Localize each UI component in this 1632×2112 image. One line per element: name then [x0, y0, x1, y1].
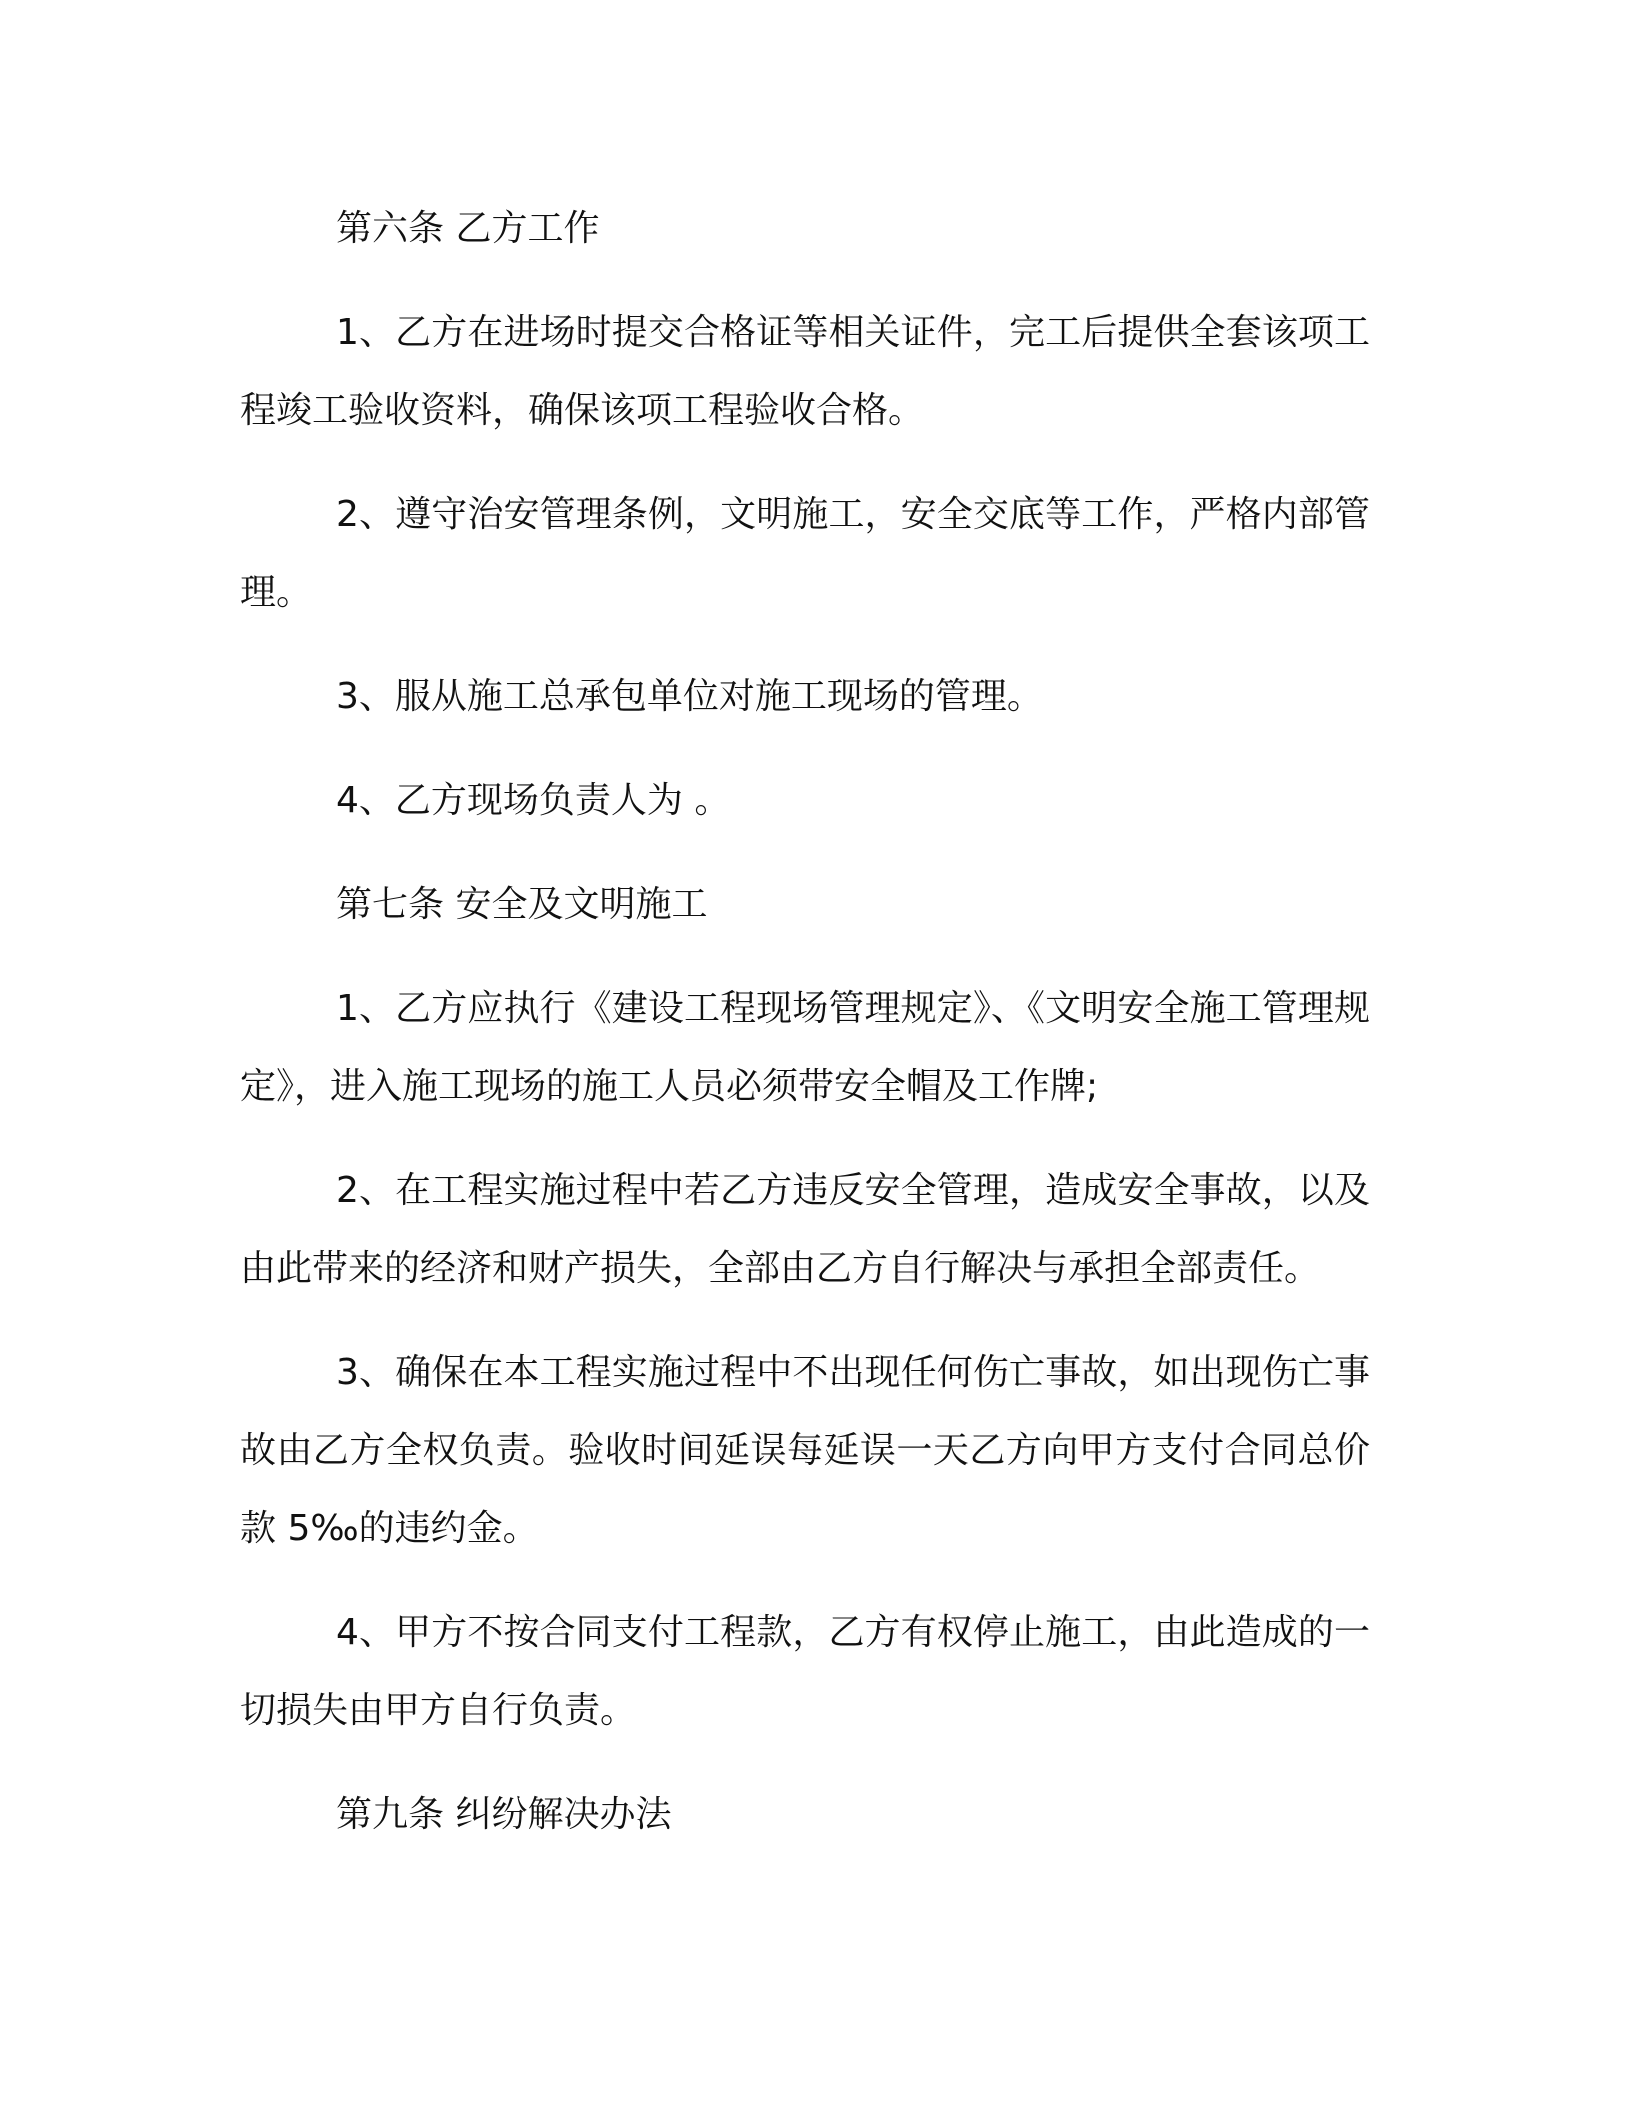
- section-6-item-3: 3、服从施工总承包单位对施工现场的管理。: [336, 676, 1043, 717]
- section-6-item-4: 4、乙方现场负责人为 。: [336, 780, 731, 821]
- section-7-item-4: 4、甲方不按合同支付工程款，乙方有权停止施工，由此造成的一切损失由甲方自行负责。: [240, 1612, 1370, 1731]
- section-7-title: 第七条 安全及文明施工: [336, 884, 708, 925]
- document-body: [240, 190, 1370, 1880]
- section-6-item-2: 2、遵守治安管理条例，文明施工，安全交底等工作，严格内部管理。: [240, 494, 1370, 613]
- section-6-title: 第六条 乙方工作: [336, 208, 600, 249]
- section-7-item-3: 3、确保在本工程实施过程中不出现任何伤亡事故，如出现伤亡事故由乙方全权负责。验收时间延误每延误一天乙方向甲方支付合同总价款 5‰的违约金。: [240, 1352, 1370, 1549]
- section-6-item-1: 1、乙方在进场时提交合格证等相关证件，完工后提供全套该项工程竣工验收资料，确保该项工程验收合格。: [240, 312, 1370, 431]
- section-7-item-1: 1、乙方应执行《建设工程现场管理规定》、《文明安全施工管理规定》，进入施工现场的施工人员必须带安全帽及工作牌;: [240, 988, 1370, 1107]
- section-7-item-2: 2、在工程实施过程中若乙方违反安全管理，造成安全事故，以及由此带来的经济和财产损失，全部由乙方自行解决与承担全部责任。: [240, 1170, 1370, 1289]
- section-9-title: 第九条 纠纷解决办法: [336, 1794, 672, 1835]
